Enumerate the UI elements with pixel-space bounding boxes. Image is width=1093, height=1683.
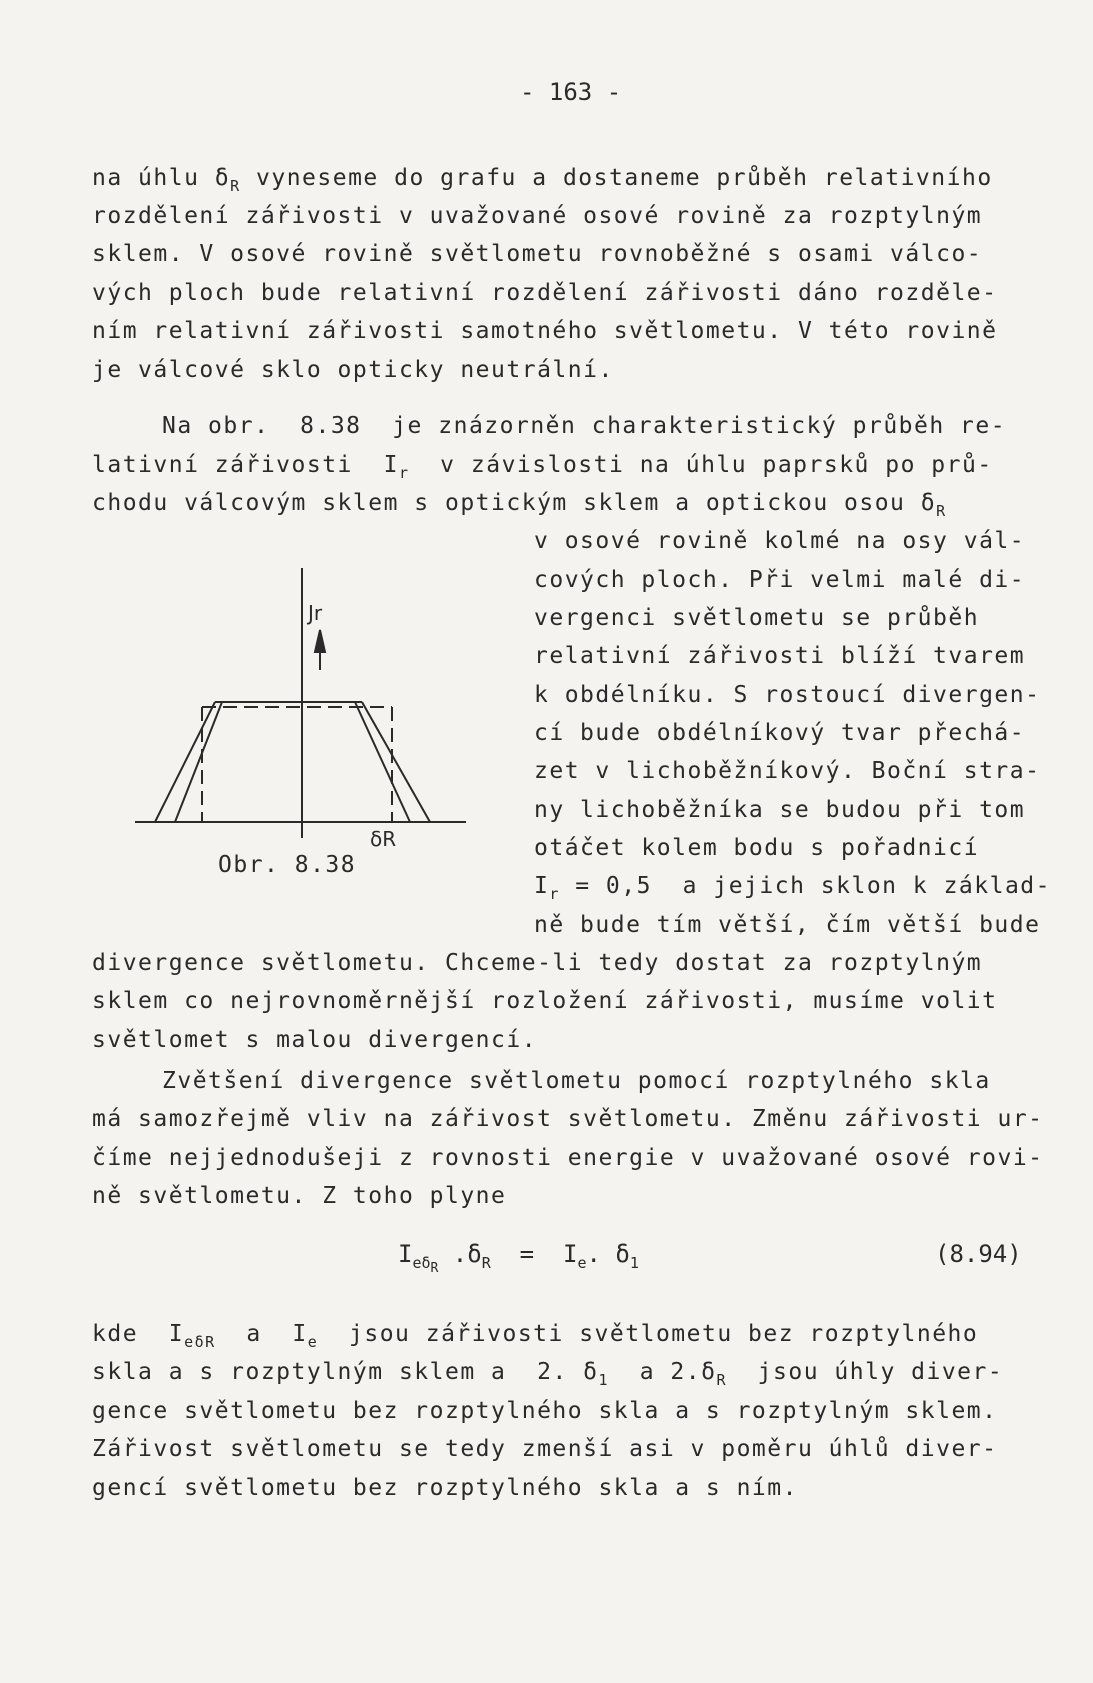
- para2-right-line-11: ně bude tím větší, čím větší bude: [534, 912, 1041, 938]
- para3-line-1: Zvětšení divergence světlometu pomocí rozptylného skla: [162, 1068, 991, 1094]
- para1-line-1: [92, 164, 993, 200]
- subscript: R: [230, 177, 241, 195]
- text-span: vyneseme do grafu a dostaneme průběh relativního: [240, 165, 993, 191]
- figure-8-38: [130, 560, 470, 860]
- text-span: .δ: [438, 1240, 482, 1268]
- para4-line-3: gence světlometu bez rozptylného skla a s rozptylným sklem.: [92, 1398, 998, 1424]
- para2-cont-line-3: světlomet s malou divergencí.: [92, 1027, 538, 1053]
- text-span: . δ: [586, 1240, 630, 1268]
- trapezoid-left-inner: [175, 702, 222, 822]
- text-span: a 2.δ: [609, 1359, 717, 1385]
- text-span: I: [534, 873, 550, 899]
- para3-line-4: ně světlometu. Z toho plyne: [92, 1183, 507, 1209]
- para1-line-2: rozdělení zářivosti v uvažované osové rovině za rozptylným: [92, 203, 983, 229]
- subscript: R: [481, 1254, 491, 1272]
- para2-right-line-2: cových ploch. Při velmi malé di-: [534, 567, 1026, 593]
- text-span: I: [398, 1240, 413, 1268]
- text-span: a I: [215, 1321, 308, 1347]
- para4-line-4: Zářivost světlometu se tedy zmenší asi v poměru úhlů diver-: [92, 1436, 998, 1462]
- text-span: kde I: [92, 1321, 185, 1347]
- figure-caption: Obr. 8.38: [218, 852, 357, 878]
- para2-right-line-5: k obdélníku. S rostoucí divergen-: [534, 682, 1041, 708]
- subscript: 1: [629, 1254, 639, 1272]
- para1-line-6: je válcové sklo opticky neutrální.: [92, 357, 614, 383]
- para1-line-3: sklem. V osové rovině světlometu rovnoběžné s osami válco-: [92, 241, 983, 267]
- equation-8-94: [398, 1240, 639, 1276]
- y-axis-label: Jr: [308, 601, 323, 625]
- para2-right-line-4: relativní zářivosti blíží tvarem: [534, 643, 1026, 669]
- subscript: r: [549, 885, 560, 903]
- equation-number: (8.94): [935, 1240, 1022, 1268]
- arrow-head: [315, 630, 325, 652]
- para4-line-1: [92, 1320, 978, 1356]
- para2-right-line-10: [534, 872, 1051, 908]
- text-span: jsou úhly diver-: [726, 1359, 1004, 1385]
- subscript: R: [430, 1261, 439, 1276]
- text-span: skla a s rozptylným sklem a 2. δ: [92, 1359, 599, 1385]
- text-span: lativní zářivosti I: [92, 452, 399, 478]
- para2-cont-line-2: sklem co nejrovnoměrnější rozložení zářivosti, musíme volit: [92, 988, 998, 1014]
- page-number: - 163 -: [520, 78, 622, 106]
- para2-right-line-3: vergenci světlometu se průběh: [534, 605, 980, 631]
- text-span: na úhlu δ: [92, 165, 231, 191]
- subscript: e: [577, 1254, 587, 1272]
- trapezoid-right-inner: [355, 702, 410, 822]
- subscript: R: [936, 502, 947, 520]
- para3-line-2: má samozřejmě vliv na zářivost světlometu. Změnu zářivosti ur-: [92, 1106, 1044, 1132]
- subscript: 1: [598, 1371, 609, 1389]
- para4-line-5: gencí světlometu bez rozptylného skla a s ním.: [92, 1475, 798, 1501]
- text-span: chodu válcovým sklem s optickým sklem a optickou osou δ: [92, 490, 937, 516]
- para2-right-line-9: otáčet kolem bodu s pořadnicí: [534, 835, 980, 861]
- para1-line-4: vých ploch bude relativní rozdělení zářivosti dáno rozděle-: [92, 280, 998, 306]
- subscript: e: [307, 1333, 319, 1351]
- para2-line-3: [92, 489, 947, 525]
- text-span: = 0,5 a jejich sklon k základ-: [559, 873, 1051, 899]
- para1-line-5: ním relativní zářivosti samotného světlometu. V této rovině: [92, 318, 998, 344]
- subscript: R: [716, 1371, 727, 1389]
- para2-right-line-8: ny lichoběžníka se budou při tom: [534, 797, 1026, 823]
- para2-line-1: Na obr. 8.38 je znázorněn charakteristický průběh re-: [162, 413, 1007, 439]
- para4-line-2: [92, 1358, 1003, 1394]
- text-span: = I: [490, 1240, 578, 1268]
- trapezoid-left-outer: [155, 702, 215, 822]
- para2-cont-line-1: divergence světlometu. Chceme-li tedy dostat za rozptylným: [92, 950, 983, 976]
- para2-line-2: [92, 451, 993, 487]
- subscript: eδ: [412, 1254, 431, 1272]
- para2-right-line-6: cí bude obdélníkový tvar přechá-: [534, 720, 1026, 746]
- text-span: v závislosti na úhlu paprsků po prů-: [409, 452, 993, 478]
- trapezoid-right-outer: [362, 702, 430, 822]
- text-span: jsou zářivosti světlometu bez rozptylného: [318, 1321, 979, 1347]
- x-axis-label: δR: [370, 827, 397, 851]
- para2-right-line-1: v osové rovině kolmé na osy vál-: [534, 528, 1026, 554]
- subscript: eδR: [184, 1333, 216, 1351]
- para3-line-3: číme nejjednodušeji z rovnosti energie v uvažované osové rovi-: [92, 1145, 1044, 1171]
- subscript: r: [398, 464, 410, 482]
- para2-right-line-7: zet v lichoběžníkový. Boční stra-: [534, 758, 1041, 784]
